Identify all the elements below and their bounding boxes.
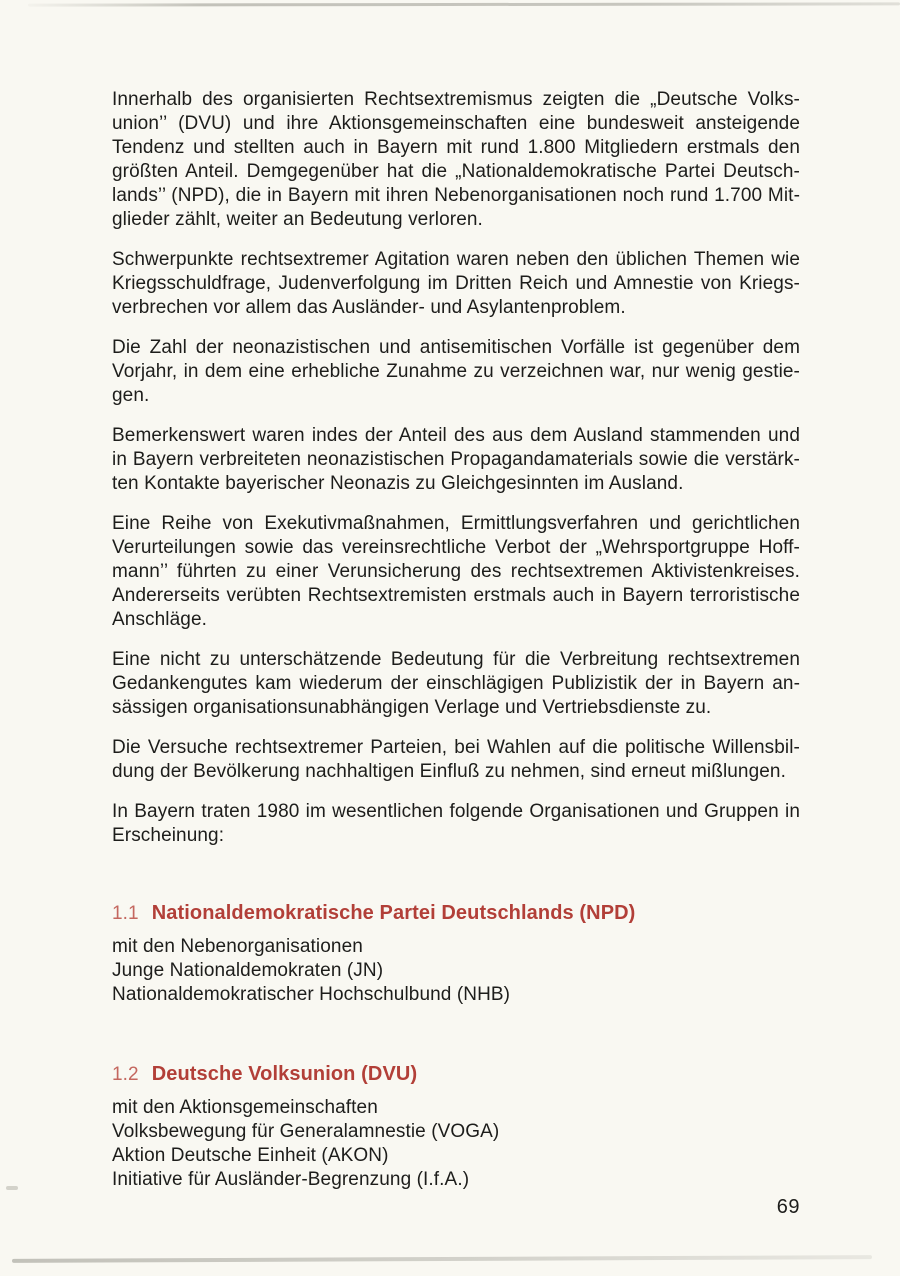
text-line: Eine nicht zu unterschätzende Bedeutung für die Verbreitung rechtsextremen (112, 649, 800, 670)
body-paragraph (112, 88, 800, 232)
text-line: Eine Reihe von Exekutivmaßnahmen, Ermittlungsverfahren und gerichtlichen (112, 513, 800, 534)
text-line: mit den Nebenorganisationen (112, 936, 363, 957)
section-title: Nationaldemokratische Partei Deutschlands (NPD) (151, 902, 636, 924)
body-paragraph (112, 336, 800, 408)
section-heading (112, 1061, 800, 1088)
section-dvu (112, 1061, 800, 1192)
text-line: Junge Nationaldemokraten (JN) (112, 960, 384, 981)
text-line: lands’’ (NPD), die in Bayern mit ihren Nebenorganisationen noch rund 1.700 Mit- (112, 185, 800, 206)
text-line: Initiative für Ausländer-Begrenzung (I.f.A.) (112, 1169, 470, 1190)
text-line: Schwerpunkte rechtsextremer Agitation waren neben den üblichen Themen wie (112, 249, 800, 270)
section-npd (112, 900, 800, 1007)
page-bottom-edge-line (12, 1255, 872, 1263)
text-line: mit den Aktionsgemeinschaften (112, 1097, 378, 1118)
section-number: 1.1 (112, 903, 139, 924)
text-line: Aktion Deutsche Einheit (AKON) (112, 1145, 389, 1166)
text-line: Innerhalb des organisierten Rechtsextremismus zeigten die „Deutsche Volks- (112, 89, 800, 110)
body-paragraph (112, 424, 800, 496)
body-paragraph (112, 512, 800, 632)
text-line: glieder zählt, weiter an Bedeutung verloren. (112, 209, 483, 230)
text-line: union’’ (DVU) und ihre Aktionsgemeinschaften eine bundesweit ansteigende (112, 113, 800, 134)
text-line: Volksbewegung für Generalamnestie (VOGA) (112, 1121, 500, 1142)
body-paragraph (112, 248, 800, 320)
text-line: Gedankengutes kam wiederum der einschlägigen Publizistik der in Bayern an- (112, 673, 800, 694)
text-line: Die Zahl der neonazistischen und antisemitischen Vorfälle ist gegenüber dem (112, 337, 800, 358)
text-line: In Bayern traten 1980 im wesentlichen folgende Organisationen und Gruppen in (112, 801, 800, 822)
section-sub-organisations (112, 935, 800, 1007)
body-paragraph (112, 800, 800, 848)
page-top-edge-line (28, 2, 900, 6)
text-line: Bemerkenswert waren indes der Anteil des aus dem Ausland stammenden und (112, 425, 800, 446)
text-line: Nationaldemokratischer Hochschulbund (NHB) (112, 984, 511, 1005)
section-title: Deutsche Volksunion (DVU) (151, 1063, 418, 1085)
section-number: 1.2 (112, 1064, 139, 1085)
scan-smudge (6, 1186, 18, 1190)
body-paragraph (112, 736, 800, 784)
text-line: Erscheinung: (112, 825, 225, 846)
page-number: 69 (776, 1196, 800, 1218)
text-line: sässigen organisationsunabhängigen Verlage und Vertriebsdienste zu. (112, 697, 712, 718)
text-line: Verurteilungen sowie das vereinsrechtliche Verbot der „Wehrsportgruppe Hoff- (112, 537, 800, 558)
text-line: mann’’ führten zu einer Verunsicherung des rechtsextremen Aktivistenkreises. (112, 561, 800, 582)
text-line: größten Anteil. Demgegenüber hat die „Nationaldemokratische Partei Deutsch- (112, 161, 800, 182)
text-line: dung der Bevölkerung nachhaltigen Einfluß zu nehmen, sind erneut mißlungen. (112, 761, 786, 782)
text-line: Kriegsschuldfrage, Judenverfolgung im Dritten Reich und Amnestie von Kriegs- (112, 273, 800, 294)
text-line: Vorjahr, in dem eine erhebliche Zunahme zu verzeichnen war, nur wenig gestie- (112, 361, 800, 382)
page-content (112, 88, 800, 1192)
text-line: gen. (112, 385, 150, 406)
text-line: in Bayern verbreiteten neonazistischen Propagandamaterials sowie die verstärk- (112, 449, 800, 470)
text-line: ten Kontakte bayerischer Neonazis zu Gleichgesinnten im Ausland. (112, 473, 684, 494)
body-paragraph (112, 648, 800, 720)
section-heading (112, 900, 800, 927)
text-line: Andererseits verübten Rechtsextremisten erstmals auch in Bayern terroristische (112, 585, 800, 606)
text-line: verbrechen vor allem das Ausländer- und Asylantenproblem. (112, 297, 626, 318)
text-line: Anschläge. (112, 609, 208, 630)
text-line: Tendenz und stellten auch in Bayern mit rund 1.800 Mitgliedern erstmals den (112, 137, 800, 158)
text-line: Die Versuche rechtsextremer Parteien, bei Wahlen auf die politische Willensbil- (112, 737, 800, 758)
section-sub-organisations (112, 1096, 800, 1192)
